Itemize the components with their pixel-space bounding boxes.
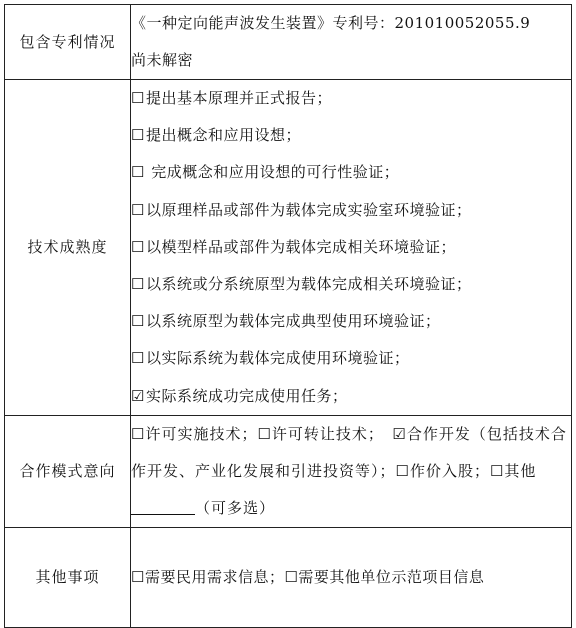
patent-label: 包含专利情况 xyxy=(5,5,131,80)
maturity-option-label: 以系统或分系统原型为载体完成相关环境验证； xyxy=(145,275,472,294)
cooperation-options-text: ☐许可实施技术；☐许可转让技术； ☑合作开发（包括技术合作开发、产业化发展和引进投资等）；☐作价入股；☐其他 xyxy=(131,424,567,480)
unchecked-box-icon[interactable]: ☐ xyxy=(131,237,145,256)
checked-box-icon[interactable]: ☑ xyxy=(131,386,145,405)
patent-row xyxy=(5,5,572,80)
other-blank-line[interactable] xyxy=(131,500,195,515)
maturity-option-label: 提出概念和应用设想； xyxy=(145,126,301,145)
maturity-option[interactable] xyxy=(131,192,571,229)
multi-select-note: （可多选） xyxy=(195,498,276,517)
maturity-option-label: 以模型样品或部件为载体完成相关环境验证； xyxy=(145,237,456,256)
other-needs-text: ☐需要民用需求信息；☐需要其他单位示范项目信息 xyxy=(131,567,485,586)
unchecked-box-icon[interactable]: ☐ xyxy=(131,200,145,219)
maturity-option[interactable] xyxy=(131,80,571,117)
maturity-label: 技术成熟度 xyxy=(5,80,131,416)
unchecked-box-icon[interactable]: ☐ xyxy=(131,312,145,331)
maturity-option[interactable] xyxy=(131,266,571,303)
other-content xyxy=(131,527,572,627)
unchecked-box-icon[interactable]: ☐ xyxy=(131,126,145,145)
maturity-option[interactable] xyxy=(131,340,571,377)
unchecked-box-icon[interactable]: ☐ xyxy=(131,349,145,368)
maturity-option[interactable] xyxy=(131,303,571,340)
patent-number-text: 《一种定向能声波发生装置》专利号：201010052055.9 xyxy=(131,14,531,32)
maturity-option-label: 以实际系统为载体完成使用环境验证； xyxy=(145,349,410,368)
maturity-option-label: 提出基本原理并正式报告； xyxy=(145,89,332,107)
maturity-option-label: 实际系统成功完成使用任务； xyxy=(145,386,348,405)
maturity-option[interactable] xyxy=(131,154,571,191)
project-info-table xyxy=(4,4,572,628)
maturity-option-label: 完成概念和应用设想的可行性验证； xyxy=(145,163,400,182)
unchecked-box-icon[interactable]: ☐ xyxy=(131,163,145,182)
maturity-option-label: 以原理样品或部件为载体完成实验室环境验证； xyxy=(145,200,472,219)
cooperation-label: 合作模式意向 xyxy=(5,415,131,527)
maturity-option[interactable] xyxy=(131,378,571,415)
maturity-option[interactable] xyxy=(131,117,571,154)
patent-content xyxy=(131,5,572,80)
patent-status-text: 尚未解密 xyxy=(131,51,194,69)
maturity-option-label: 以系统原型为载体完成典型使用环境验证； xyxy=(145,312,441,331)
maturity-row xyxy=(5,80,572,416)
other-row xyxy=(5,527,572,627)
unchecked-box-icon[interactable]: ☐ xyxy=(131,275,145,294)
maturity-options xyxy=(131,80,572,416)
unchecked-box-icon[interactable]: ☐ xyxy=(131,89,145,107)
cooperation-content xyxy=(131,415,572,527)
maturity-option[interactable] xyxy=(131,229,571,266)
cooperation-row xyxy=(5,415,572,527)
other-label: 其他事项 xyxy=(5,527,131,627)
